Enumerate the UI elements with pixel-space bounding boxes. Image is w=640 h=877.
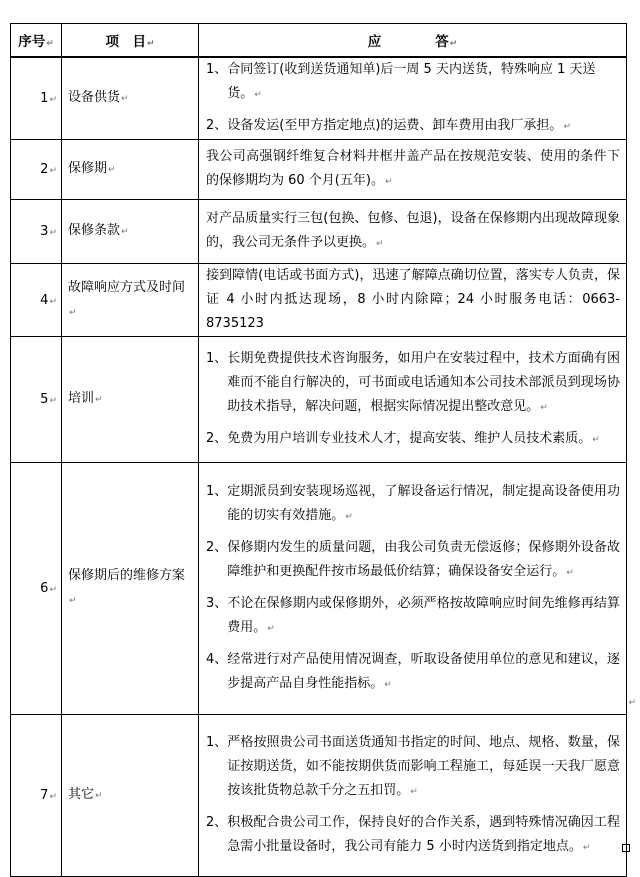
- row-number: 3↵: [11, 200, 62, 264]
- row-answer: 接到障情(电话或书面方式)，迅速了解障点确切位置，落实专人负责，保证 4 小时内抵达现场，8 小时内除障；24 小时服务电话：0663-8735123: [199, 264, 627, 337]
- list-item: 2、 设备发运(至甲方指定地点)的运费、卸车费用由我厂承担。↵: [206, 118, 571, 133]
- header-answer: 应 答↵: [199, 24, 627, 58]
- list-item: 2、 保修期内发生的质量问题，由我公司负责无偿返修；保修期外设备故障维护和更换配件按市场最低价结算；确保设备安全运行。↵: [206, 540, 620, 579]
- header-row: [11, 24, 627, 58]
- row-answer: [199, 57, 627, 140]
- end-of-table-marker: [622, 844, 630, 852]
- row-item: 故障响应方式及时间↵: [62, 264, 199, 337]
- row-answer: [199, 463, 627, 715]
- list-item: 1、 合同签订(收到送货通知单)后一周 5 天内送货，特殊响应 1 天送货。↵: [206, 62, 596, 101]
- table-row: [11, 463, 627, 715]
- table-row: [11, 337, 627, 463]
- row-number: 1↵: [11, 57, 62, 140]
- row-item: 保修期↵: [62, 140, 199, 200]
- list-item: 2、 免费为用户培训专业技术人才，提高安装、维护人员技术素质。↵: [206, 431, 600, 446]
- row-answer: 对产品质量实行三包(包换、包修、包退)，设备在保修期内出现故障现象的，我公司无条件予以更换。↵: [199, 200, 627, 264]
- list-item: 1、 长期免费提供技术咨询服务，如用户在安装过程中，技术方面确有困难而不能自行解决的，可书面或电话通知本公司技术部派员到现场协助技术指导，解决问题，根据实际情况提出整改意见。↵: [206, 351, 620, 414]
- row-answer: [199, 337, 627, 463]
- row-number: 6↵: [11, 463, 62, 715]
- table-row: [11, 264, 627, 337]
- row-number: 4↵: [11, 264, 62, 337]
- row-item: 设备供货↵: [62, 57, 199, 140]
- list-item: 1、 定期派员到安装现场巡视，了解设备运行情况，制定提高设备使用功能的切实有效措施。↵: [206, 484, 620, 523]
- row-number: 5↵: [11, 337, 62, 463]
- row-item: 培训↵: [62, 337, 199, 463]
- row-number: 2↵: [11, 140, 62, 200]
- list-item: 1、 严格按照贵公司书面送货通知书指定的时间、地点、规格、数量，保证按期送货，如不能按期供货而影响工程施工，每延误一天我厂愿意按该批货物总款千分之五扣罚。↵: [206, 735, 620, 798]
- row-item: 保修期后的维修方案↵: [62, 463, 199, 715]
- row-number: 7↵: [11, 715, 62, 877]
- row-item: 其它↵: [62, 715, 199, 877]
- table-row: [11, 200, 627, 264]
- paragraph-mark: ↵: [628, 698, 636, 708]
- table-row: [11, 715, 627, 877]
- list-item: 3、 不论在保修期内或保修期外，必须严格按故障响应时间先维修再结算费用。↵: [206, 596, 620, 635]
- answer-table: [10, 23, 627, 877]
- header-item: 项 目↵: [62, 24, 199, 58]
- list-item: 4、 经常进行对产品使用情况调查，听取设备使用单位的意见和建议，逐步提高产品自身性能指标。↵: [206, 652, 620, 691]
- row-answer: [199, 715, 627, 877]
- row-answer: 我公司高强钢纤维复合材料井框井盖产品在按规范安装、使用的条件下的保修期均为 60 个月(五年)。↵: [199, 140, 627, 200]
- row-item: 保修条款↵: [62, 200, 199, 264]
- table-row: [11, 57, 627, 140]
- table-row: [11, 140, 627, 200]
- header-no: 序号↵: [11, 24, 62, 58]
- list-item: 2、 积极配合贵公司工作，保持良好的合作关系，遇到特殊情况确因工程急需小批量设备时，我公司有能力 5 小时内送货到指定地点。↵: [206, 815, 620, 854]
